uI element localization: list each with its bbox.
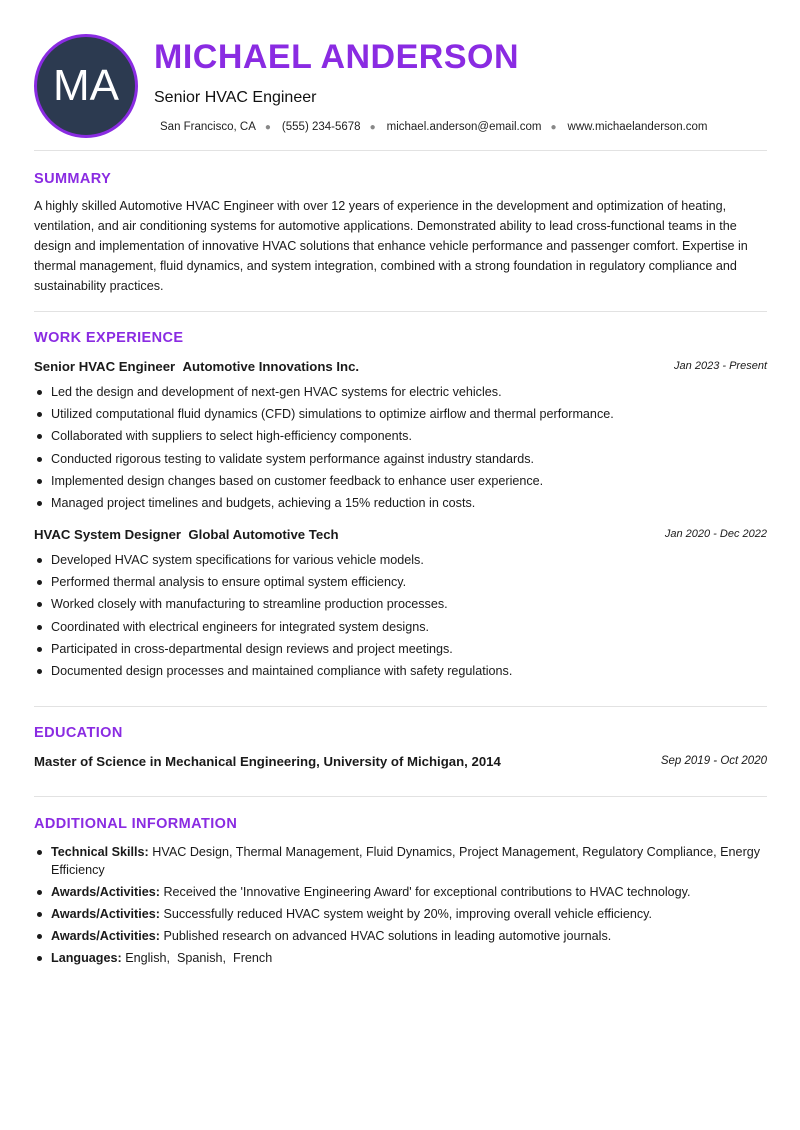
info-text: Successfully reduced HVAC system weight by 20%, improving overall vehicle efficiency. <box>163 907 653 921</box>
list-item: Developed HVAC system specifications for various vehicle models. <box>34 551 767 573</box>
list-item <box>34 927 767 945</box>
list-item: Managed project timelines and budgets, achieving a 15% reduction in costs. <box>34 494 767 516</box>
job-role: Senior HVAC Engineer <box>34 359 176 374</box>
candidate-name: MICHAEL ANDERSON <box>154 38 520 76</box>
list-item: Led the design and development of next-gen HVAC systems for electric vehicles. <box>34 383 767 405</box>
job-company: Automotive Innovations Inc. <box>182 359 360 374</box>
education-heading: EDUCATION <box>34 725 123 741</box>
list-item: Coordinated with electrical engineers for integrated system designs. <box>34 618 767 640</box>
info-text: Published research on advanced HVAC solutions in leading automotive journals. <box>163 929 612 943</box>
job-role-company <box>34 527 339 542</box>
job-dates: Jan 2020 - Dec 2022 <box>664 528 767 540</box>
job-role-company <box>34 359 359 374</box>
list-item: Performed thermal analysis to ensure optimal system efficiency. <box>34 573 767 595</box>
job-company: Global Automotive Tech <box>188 527 339 542</box>
job-header <box>34 359 767 377</box>
list-item: Utilized computational fluid dynamics (CFD) simulations to optimize airflow and thermal performance. <box>34 405 767 427</box>
list-item: Documented design processes and maintained compliance with safety regulations. <box>34 662 767 684</box>
info-label: Languages: <box>51 951 122 965</box>
contact-email[interactable]: michael.anderson@email.com <box>386 121 542 133</box>
additional-info-list <box>34 843 767 971</box>
resume-header <box>34 34 767 138</box>
job-role: HVAC System Designer <box>34 527 182 542</box>
info-label: Awards/Activities: <box>51 885 160 899</box>
contact-phone: (555) 234-5678 <box>281 121 361 133</box>
contact-location: San Francisco, CA <box>160 121 256 133</box>
info-label: Awards/Activities: <box>51 929 160 943</box>
summary-heading: SUMMARY <box>34 171 112 187</box>
education-dates: Sep 2019 - Oct 2020 <box>660 755 767 767</box>
job-header <box>34 527 767 545</box>
list-item <box>34 949 767 967</box>
avatar <box>34 34 138 138</box>
info-label: Awards/Activities: <box>51 907 160 921</box>
list-item: Implemented design changes based on customer feedback to enhance user experience. <box>34 472 767 494</box>
info-text: Received the 'Innovative Engineering Award' for exceptional contributions to HVAC technology. <box>163 885 691 899</box>
section-divider <box>34 706 767 707</box>
education-entry <box>34 754 767 772</box>
summary-text: A highly skilled Automotive HVAC Engineer with over 12 years of experience in the development and optimization of heating, ventilation, and air conditioning systems for automotive applications. Demonstrated ability to lead cross-functional teams in the design and implementation of innovative HVAC solutions that enhance vehicle performance and passenger comfort. Expertise in thermal management, fluid dynamics, and system integration, combined with a strong foundation in regulatory compliance and sustainability practices. <box>34 199 748 293</box>
avatar-initials: MA <box>53 61 119 110</box>
work-experience-heading: WORK EXPERIENCE <box>34 330 184 346</box>
job-bullet-list <box>34 551 767 684</box>
separator-dot-icon: ● <box>550 121 557 133</box>
list-item <box>34 905 767 923</box>
section-divider <box>34 796 767 797</box>
job-dates: Jan 2023 - Present <box>674 360 767 372</box>
list-item <box>34 883 767 901</box>
job-title: Senior HVAC Engineer <box>154 89 317 106</box>
contact-bar <box>160 121 708 133</box>
list-item <box>34 843 767 879</box>
contact-website[interactable]: www.michaelanderson.com <box>567 121 708 133</box>
info-label: Technical Skills: <box>51 845 149 859</box>
education-degree: Master of Science in Mechanical Engineering, University of Michigan, 2014 <box>34 754 501 769</box>
section-divider <box>34 150 767 151</box>
separator-dot-icon: ● <box>264 121 271 133</box>
separator-dot-icon: ● <box>369 121 376 133</box>
section-divider <box>34 311 767 312</box>
info-text: English, Spanish, French <box>125 951 273 965</box>
list-item: Worked closely with manufacturing to streamline production processes. <box>34 595 767 617</box>
info-text: HVAC Design, Thermal Management, Fluid Dynamics, Project Management, Regulatory Compliance, Energy Efficiency <box>51 845 761 877</box>
job-bullet-list <box>34 383 767 516</box>
list-item: Conducted rigorous testing to validate system performance against industry standards. <box>34 450 767 472</box>
list-item: Collaborated with suppliers to select high-efficiency components. <box>34 427 767 449</box>
additional-information-heading: ADDITIONAL INFORMATION <box>34 816 238 832</box>
list-item: Participated in cross-departmental design reviews and project meetings. <box>34 640 767 662</box>
